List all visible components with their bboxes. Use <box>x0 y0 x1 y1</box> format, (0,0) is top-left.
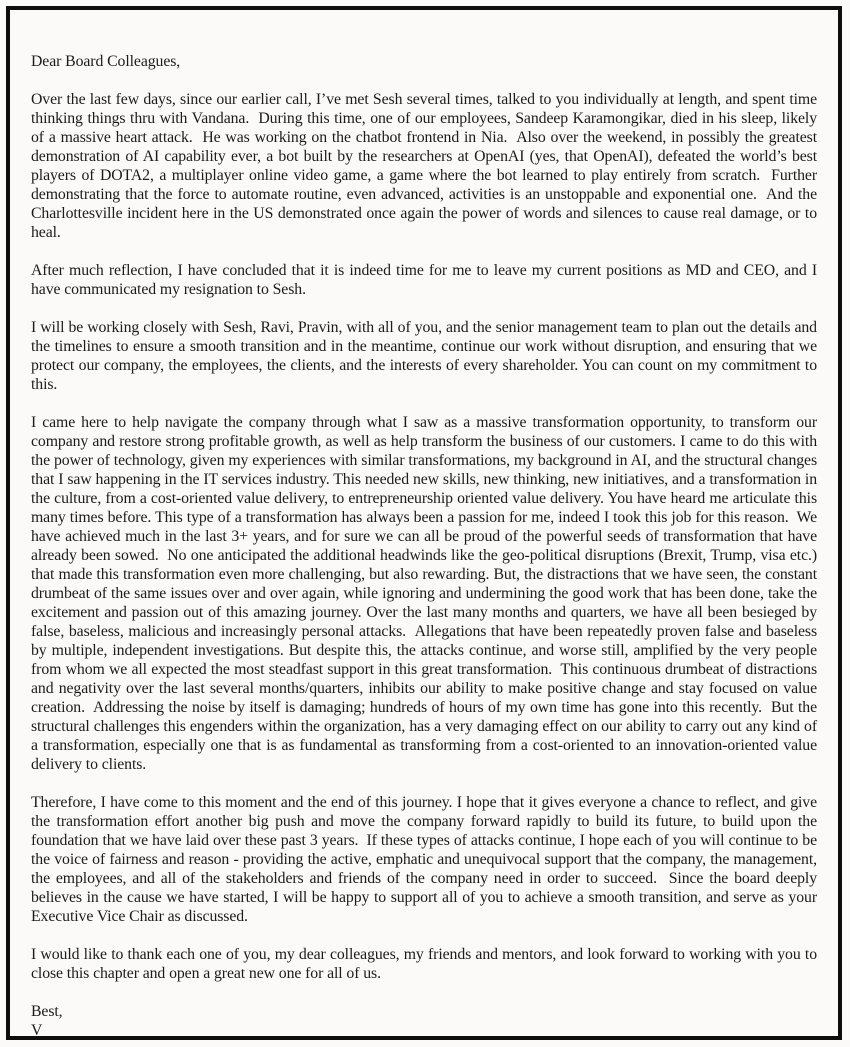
paragraph-transition-plan: I will be working closely with Sesh, Ravi, Pravin, with all of you, and the senior management team to plan out the details and the timelines to ensure a smooth transition and in the meantime, continue our work without disruption, and ensuring that we protect our company, the employees, the clients, and the interests of every shareholder. You can count on my commitment to this. <box>31 319 821 393</box>
salutation: Dear Board Colleagues, <box>31 53 181 70</box>
paragraph-events: Over the last few days, since our earlier call, I’ve met Sesh several times, talked to you individually at length, and spent time thinking things thru with Vandana. During this time, one of our employees, Sandeep Karamongikar, died in his sleep, likely of a massive heart attack. He was working on the chatbot frontend in Nia. Also over the weekend, in possibly the greatest demonstration of AI capability ever, a bot built by the researchers at OpenAI (yes, that OpenAI), defeated the world’s best players of DOTA2, a multiplayer online video game, a game where the bot learned to play entirely from scratch. Further demonstrating that the force to automate routine, even advanced, activities is an unstoppable and exponential one. And the Charlottesville incident here in the US demonstrated once again the power of words and silences to cause real damage, or to heal. <box>31 91 821 241</box>
closing: Best, <box>31 1003 63 1020</box>
paragraph-resignation: After much reflection, I have concluded that it is indeed time for me to leave my current positions as MD and CEO, and I have communicated my resignation to Sesh. <box>31 262 821 298</box>
paragraph-thanks: I would like to thank each one of you, my dear colleagues, my friends and mentors, and look forward to working with you to close this chapter and open a great new one for all of us. <box>31 946 821 982</box>
letter-frame <box>6 6 842 1040</box>
paragraph-transformation: I came here to help navigate the company through what I saw as a massive transformation opportunity, to transform our company and restore strong profitable growth, as well as help transform the business of our customers. I came to do this with the power of technology, given my experiences with similar transformations, my background in AI, and the structural changes that I saw happening in the IT services industry. This needed new skills, new thinking, new initiatives, and a transformation in the culture, from a cost-oriented value delivery, to entrepreneurship oriented value delivery. You have heard me articulate this many times before. This type of a transformation has always been a passion for me, indeed I took this job for this reason. We have achieved much in the last 3+ years, and for sure we can all be proud of the powerful seeds of transformation that have already been sowed. No one anticipated the additional headwinds like the geo-political disruptions (Brexit, Trump, visa etc.) that made this transformation even more challenging, but also rewarding. But, the distractions that we have seen, the constant drumbeat of the same issues over and over again, while ignoring and undermining the good work that has been done, take the excitement and passion out of this amazing journey. Over the last many months and quarters, we have all been besieged by false, baseless, malicious and increasingly personal attacks. Allegations that have been repeatedly proven false and baseless by multiple, independent investigations. But despite this, the attacks continue, and worse still, amplified by the very people from whom we all expected the most steadfast support in this great transformation. This continuous drumbeat of distractions and negativity over the last several months/quarters, inhibits our ability to make positive change and stay focused on value creation. Addressing the noise by itself is damaging; hundreds of hours of my own time has gone into this recently. But the structural challenges this engenders within the organization, has a very damaging effect on our ability to carry out any kind of a transformation, especially one that is as fundamental as transforming from a cost-oriented to an innovation-oriented value delivery to clients. <box>31 414 821 773</box>
signature: V <box>31 1022 43 1039</box>
paragraph-therefore: Therefore, I have come to this moment and the end of this journey. I hope that it gives everyone a chance to reflect, and give the transformation effort another big push and move the company forward rapidly to build its future, to build upon the foundation that we have laid over these past 3 years. If these types of attacks continue, I hope each of you will continue to be the voice of fairness and reason - providing the active, emphatic and unequivocal support that the company, the management, the employees, and all of the stakeholders and friends of the company need in order to succeed. Since the board deeply believes in the cause we have started, I will be happy to support all of you to achieve a smooth transition, and serve as your Executive Vice Chair as discussed. <box>31 794 821 925</box>
